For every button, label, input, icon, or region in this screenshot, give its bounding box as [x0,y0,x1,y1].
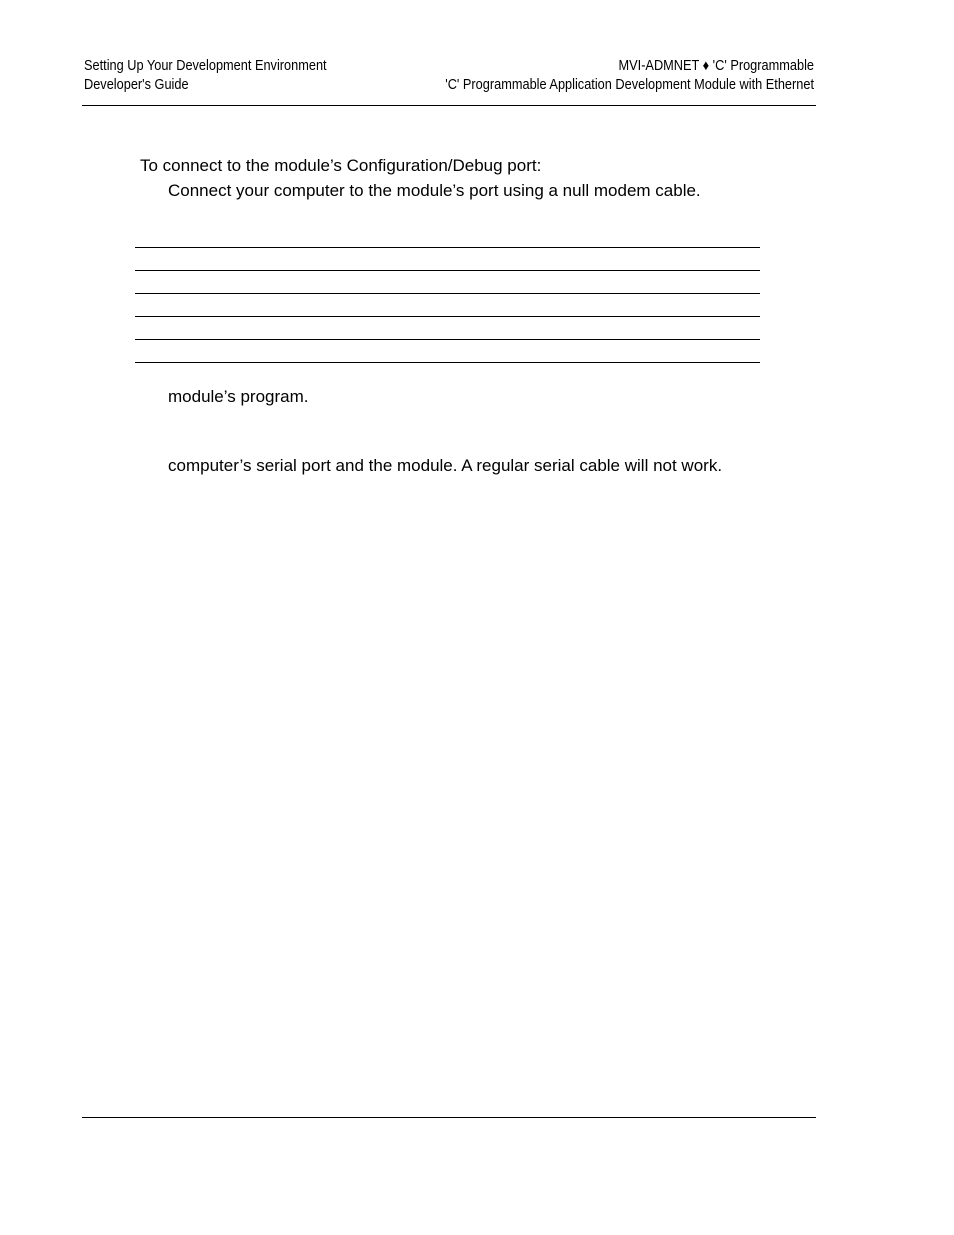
header-section-title: Setting Up Your Development Environment [84,58,327,74]
footer-divider [82,1117,816,1118]
table-rule [135,270,760,271]
procedure-step: Connect your computer to the module’s port using a null modem cable. [168,181,701,200]
header-guide-title: Developer's Guide [84,77,189,93]
table-rule [135,316,760,317]
header-product-title: MVI-ADMNET ♦ 'C' Programmable [618,58,814,74]
text-fragment: module’s program. [168,387,309,406]
table-rule [135,247,760,248]
table-rule [135,339,760,340]
header-right [445,57,814,95]
header-left [84,57,327,95]
header-product-subtitle: 'C' Programmable Application Development Module with Ethernet [445,77,814,93]
text-fragment: computer’s serial port and the module. A regular serial cable will not work. [168,456,723,475]
table-rule [135,293,760,294]
header-divider [82,105,816,106]
table-rule [135,362,760,363]
procedure-intro: To connect to the module’s Configuration/Debug port: [140,156,542,175]
